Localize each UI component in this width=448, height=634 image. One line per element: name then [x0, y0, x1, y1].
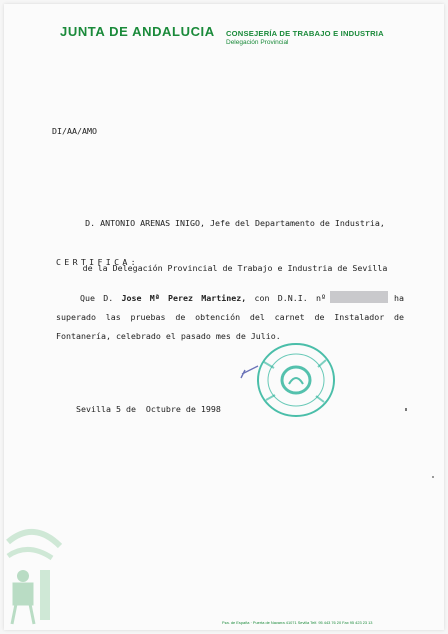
footer-address: Pza. de España · Puerta de Navarra 41071 Sevilla Telf. 95 443 76 20 Fax 95 423 23 13	[222, 620, 373, 625]
redacted-id-number	[330, 291, 388, 303]
official-statement	[66, 186, 404, 306]
certificate-page	[4, 4, 444, 630]
certifica-heading: CERTIFICA:	[56, 257, 139, 267]
official-stamp-icon	[236, 340, 348, 422]
department-header	[226, 29, 436, 46]
id-label: con D.N.I. nº	[254, 293, 327, 303]
certified-person-name: Jose Mª Perez Martinez,	[121, 293, 247, 303]
official-line-2: de la Delegación Provincial de Trabajo e Industria de Sevilla	[82, 263, 388, 273]
certificate-rest: superado las pruebas de obtención del carnet de Instalador de Fontanería, celebrado el pasado mes de Julio.	[56, 312, 404, 341]
official-line-1: D. ANTONIO ARENAS INIGO, Jefe del Departamento de Industria,	[85, 218, 385, 228]
department-name: CONSEJERÍA DE TRABAJO E INDUSTRIA	[226, 29, 384, 38]
date-line: Sevilla 5 de Octubre de 1998	[76, 404, 221, 414]
scan-mark	[432, 476, 434, 478]
reference-code: DI/AA/AMO	[52, 126, 97, 136]
certificate-body	[56, 289, 404, 346]
organization-name: JUNTA DE ANDALUCIA	[60, 24, 215, 39]
scan-mark	[405, 408, 407, 411]
andalucia-logo-icon	[4, 524, 62, 628]
certificate-prefix: Que D.	[80, 293, 114, 303]
after-id-text: ha	[394, 293, 405, 303]
subdepartment-name: Delegación Provincial	[226, 39, 289, 46]
